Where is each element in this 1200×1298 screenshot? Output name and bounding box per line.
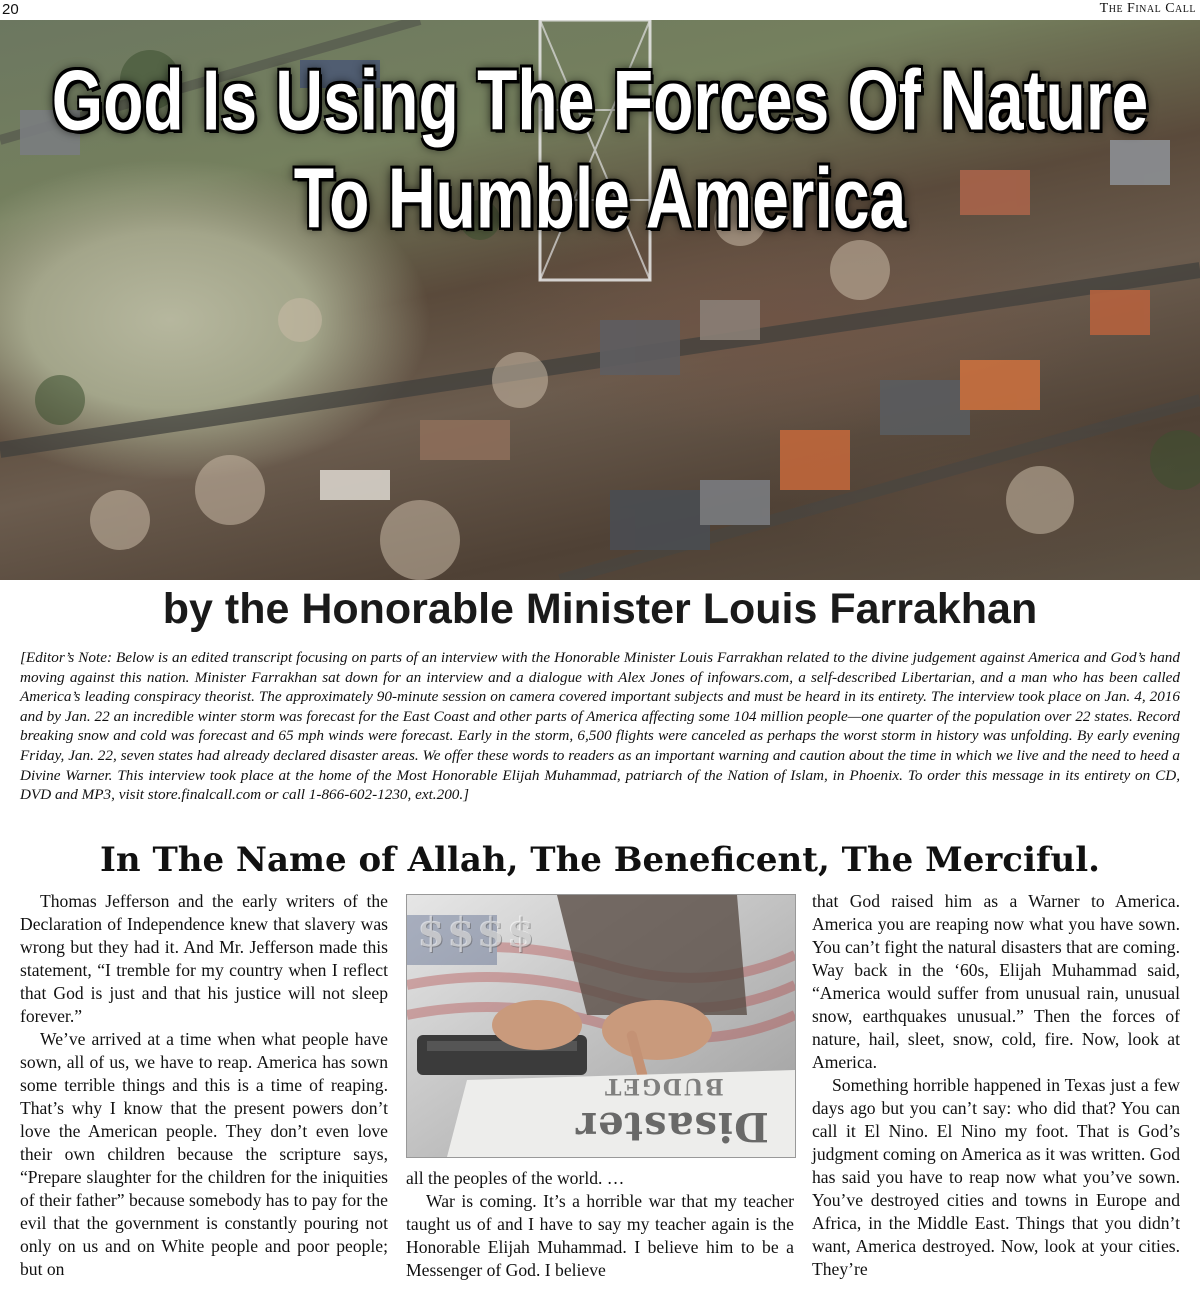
paragraph: that God raised him as a Warner to America. America you are reaping now what you have sown. You can’t fight the natural disasters that are coming. Way back in the ‘60s, Elijah Muhammad said, “America would suffer from unusual rain, unusual snow, earthquakes unusual.” Then the forces of nature, hail, sleet, snow, cold, fire. Now, look at America.	[812, 891, 1180, 1072]
main-headline-line1: God Is Using The Forces Of Nature	[51, 51, 1149, 148]
article-column-2	[406, 1167, 794, 1282]
main-headline-line2: To Humble America	[293, 149, 907, 246]
inset-photo	[406, 894, 796, 1158]
paragraph: War is coming. It’s a horrible war that my teacher taught us of and I have to say my teacher again is the Honorable Elijah Muhammad. I believe him to be a Messenger of God. I believe	[406, 1191, 794, 1280]
page-number: 20	[2, 1, 19, 18]
dollar-signs: $$$$	[417, 909, 537, 956]
publication-name: The Final Call	[1099, 1, 1196, 16]
paragraph: Something horrible happened in Texas just a few days ago but you can’t say: who did that? You can call it El Nino. El Nino my foot. That is God’s judgment coming on America as it was written. God has said you have to reap now what you’ve sown. You’ve destroyed cities and towns in Europe and Africa, in the Middle East. Things that you didn’t want, America destroyed. Now, look at your cities. They’re	[812, 1075, 1180, 1279]
paper-subtitle: BUDGET	[603, 1073, 724, 1099]
paper-title: Disaster	[575, 1103, 769, 1150]
paragraph: Thomas Jefferson and the early writers of the Declaration of Independence knew that slavery was wrong but they had it. And Mr. Jefferson made this statement, “I tremble for my country when I reflect that God is just and that his justice will not sleep forever.”	[20, 891, 388, 1026]
byline: by the Honorable Minister Louis Farrakhan	[162, 585, 1038, 633]
section-heading: In The Name of Allah, The Beneficent, The Merciful.	[99, 840, 1101, 880]
paragraph: We’ve arrived at a time when what people have sown, all of us, we have to reap. America has sown some terrible things and this is a time of reaping. That’s why I know that the present powers don’t love the American people. They don’t even love their own children because the scripture says, “Prepare slaughter for the children for the iniquities of their father” because somebody has to pay for the evil that the government is constantly pouring not only on us and on White people and poor people; but on	[20, 1029, 388, 1279]
article-column-3	[812, 890, 1180, 1281]
hero-photo	[0, 20, 1200, 580]
paragraph: all the peoples of the world. …	[406, 1168, 625, 1188]
article-column-1	[20, 890, 388, 1281]
editors-note: [Editor’s Note: Below is an edited transcript focusing on parts of an interview with the Honorable Minister Louis Farrakhan related to the divine judgement against America and God’s hand moving against this nation. Minister Farrakhan sat down for an interview and a dialogue with Alex Jones of infowars.com, a self-described Libertarian, and a man who has been called America’s leading conspiracy theorist. The approximately 90-minute session on camera covered important subjects and must be heard in its entirety. The interview took place on Jan. 4, 2016 and by Jan. 22 an incredible winter storm was forecast for the East Coast and other parts of America affecting some 104 million people—one quarter of the population over 22 states. Record breaking snow and cold was forecast and 65 mph winds were forecast. Early in the storm, 6,500 flights were canceled as perhaps the worst storm in history was unfolding. By early evening Friday, Jan. 22, seven states had already declared disaster areas. We offer these words to readers as an important warning and caution about the time in which we live and the need to heed a Divine Warner. This interview took place at the home of the Most Honorable Elijah Muhammad, patriarch of the Nation of Islam, in Phoenix. To order this message in its entirety on CD, DVD and MP3, visit store.finalcall.com or call 1-866-602-1230, ext.200.]	[20, 649, 1180, 804]
page-header	[0, 0, 1200, 21]
